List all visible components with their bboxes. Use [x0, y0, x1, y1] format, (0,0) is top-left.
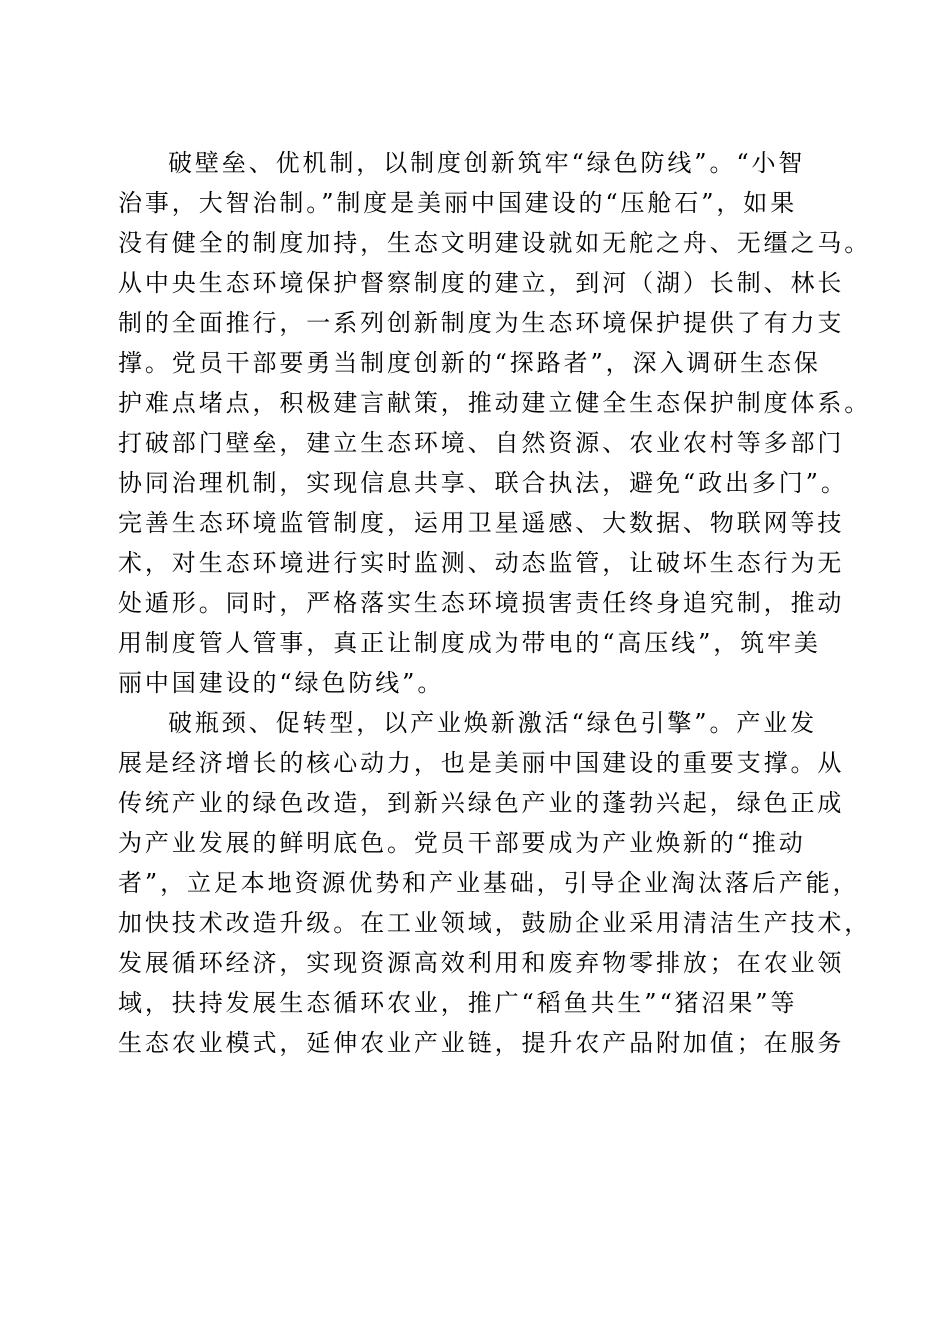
paragraph-line: 打破部门壁垒，建立生态环境、自然资源、农业农村等多部门: [118, 429, 845, 457]
paragraph-line: 域，扶持发展生态循环农业，推广“稻鱼共生”“猪沼果”等: [118, 989, 798, 1017]
paragraph-institutional-innovation: [118, 143, 872, 703]
paragraph-line: 展是经济增长的核心动力，也是美丽中国建设的重要支撑。从: [118, 749, 845, 777]
paragraph-line: 没有健全的制度加持，生态文明建设就如无舵之舟、无缰之马。: [118, 229, 872, 257]
paragraph-line: 完善生态环境监管制度，运用卫星遥感、大数据、物联网等技: [118, 509, 845, 537]
paragraph-line: 术，对生态环境进行实时监测、动态监管，让破坏生态行为无: [118, 549, 845, 577]
paragraph-line: 破壁垒、优机制，以制度创新筑牢“绿色防线”。“小智: [168, 149, 806, 177]
paragraph-line: 撑。党员干部要勇当制度创新的“探路者”，深入调研生态保: [118, 349, 821, 377]
paragraph-line: 丽中国建设的“绿色防线”。: [118, 669, 445, 697]
paragraph-line: 处遁形。同时，严格落实生态环境损害责任终身追究制，推动: [118, 589, 845, 617]
paragraph-line: 破瓶颈、促转型，以产业焕新激活“绿色引擎”。产业发: [168, 709, 818, 737]
paragraph-line: 护难点堵点，积极建言献策，推动建立健全生态保护制度体系。: [118, 389, 872, 417]
paragraph-line: 协同治理机制，实现信息共享、联合执法，避免“政出多门”。: [118, 469, 848, 497]
paragraph-line: 生态农业模式，延伸农业产业链，提升农产品附加值；在服务: [118, 1029, 845, 1057]
paragraph-line: 加快技术改造升级。在工业领域，鼓励企业采用清洁生产技术，: [118, 909, 872, 937]
paragraph-industrial-transformation: [118, 703, 872, 1063]
paragraph-line: 制的全面推行，一系列创新制度为生态环境保护提供了有力支: [118, 309, 845, 337]
paragraph-line: 从中央生态环境保护督察制度的建立，到河（湖）长制、林长: [118, 269, 845, 297]
paragraph-line: 传统产业的绿色改造，到新兴绿色产业的蓬勃兴起，绿色正成: [118, 789, 845, 817]
paragraph-line: 治事，大智治制。”制度是美丽中国建设的“压舱石”，如果: [118, 189, 798, 217]
paragraph-line: 者”，立足本地资源优势和产业基础，引导企业淘汰落后产能，: [118, 869, 860, 897]
paragraph-line: 用制度管人管事，真正让制度成为带电的“高压线”，筑牢美: [118, 629, 821, 657]
paragraph-line: 发展循环经济，实现资源高效利用和废弃物零排放；在农业领: [118, 949, 845, 977]
paragraph-line: 为产业发展的鲜明底色。党员干部要成为产业焕新的“推动: [118, 829, 806, 857]
